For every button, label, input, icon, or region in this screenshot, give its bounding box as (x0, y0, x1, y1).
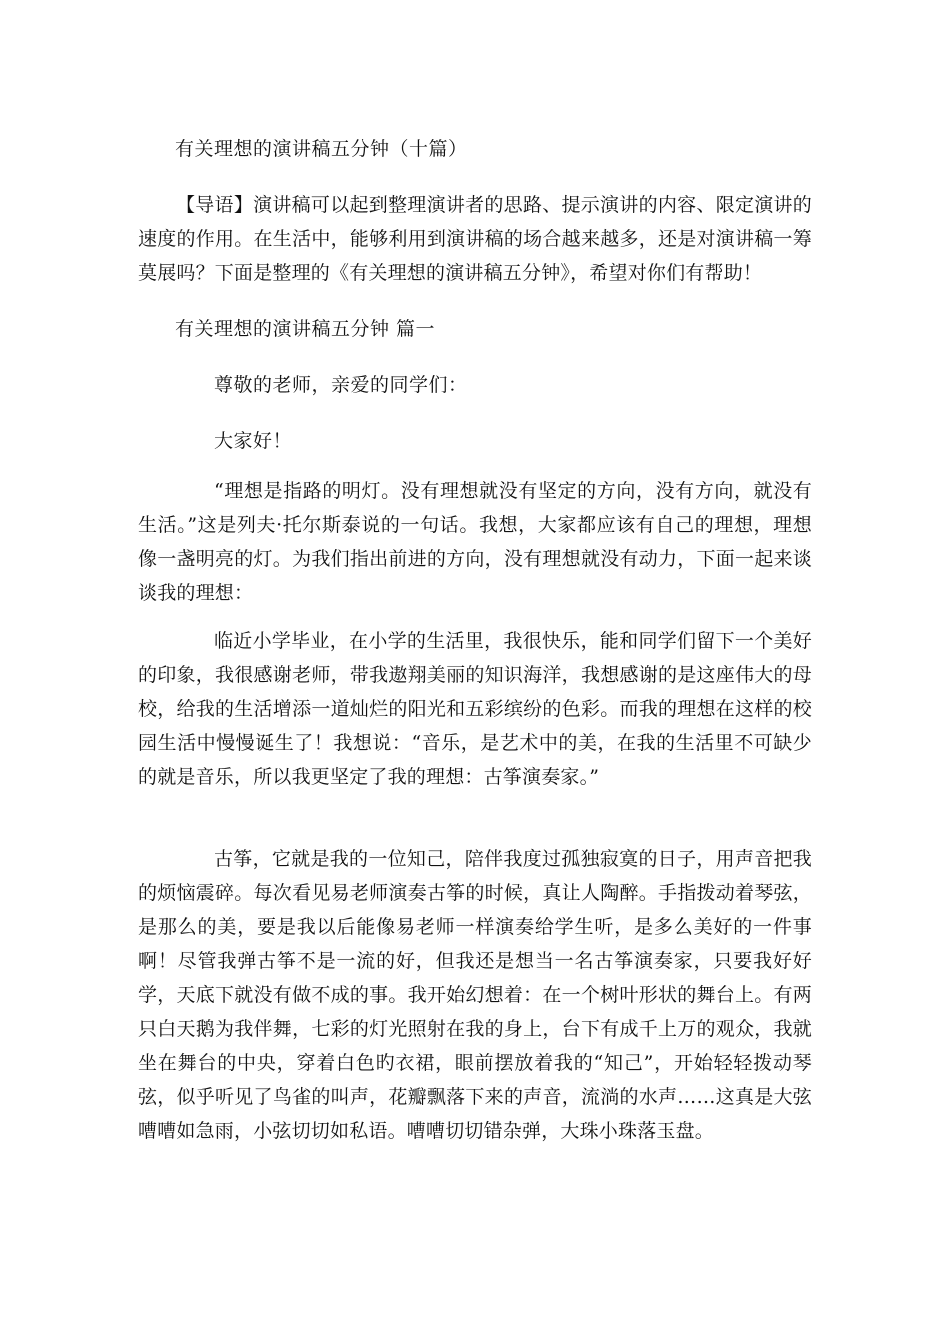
body-paragraph: 临近小学毕业，在小学的生活里，我很快乐，能和同学们留下一个美好的印象，我很感谢老师，带我遨翔美丽的知识海洋，我想感谢的是这座伟大的母校，给我的生活增添一道灿烂的阳光和五彩缤纷的色彩。而我的理想在这样的校园生活中慢慢诞生了！我想说：“音乐，是艺术中的美，在我的生活里不可缺少的就是音乐，所以我更坚定了我的理想：古筝演奏家。” (138, 630, 812, 788)
body-paragraph: “理想是指路的明灯。没有理想就没有坚定的方向，没有方向，就没有生活。”这是列夫·托尔斯泰说的一句话。我想，大家都应该有自己的理想，理想像一盏明亮的灯。为我们指出前进的方向，没有理想就没有动力，下面一起来谈谈我的理想： (138, 480, 812, 604)
section-heading: 有关理想的演讲稿五分钟 篇一 (175, 318, 436, 340)
greeting-hello: 大家好！ (214, 430, 293, 452)
body-paragraph: 古筝，它就是我的一位知己，陪伴我度过孤独寂寞的日子，用声音把我的烦恼震碎。每次看见易老师演奏古筝的时候，真让人陶醉。手指拨动着琴弦，是那么的美，要是我以后能像易老师一样演奏给学生听，是多么美好的一件事啊！尽管我弹古筝不是一流的好，但我还是想当一名古筝演奏家，只要我好好学，天底下就没有做不成的事。我开始幻想着：在一个树叶形状的舞台上。有两只白天鹅为我伴舞，七彩的灯光照射在我的身上，台下有成千上万的观众，我就坐在舞台的中央，穿着白色旳衣裙，眼前摆放着我的“知己”，开始轻轻拨动琴弦，似乎听见了鸟雀的叫声，花瓣飘落下来的声音，流淌的水声……这真是大弦嘈嘈如急雨，小弦切切如私语。嘈嘈切切错杂弹，大珠小珠落玉盘。 (138, 848, 812, 1142)
document-title: 有关理想的演讲稿五分钟（十篇） (175, 138, 468, 160)
greeting-line: 尊敬的老师，亲爱的同学们： (214, 374, 468, 396)
intro-paragraph: 【导语】演讲稿可以起到整理演讲者的思路、提示演讲的内容、限定演讲的速度的作用。在生活中，能够利用到演讲稿的场合越来越多，还是对演讲稿一筹莫展吗？下面是整理的《有关理想的演讲稿五分钟》，希望对你们有帮助！ (138, 194, 812, 284)
